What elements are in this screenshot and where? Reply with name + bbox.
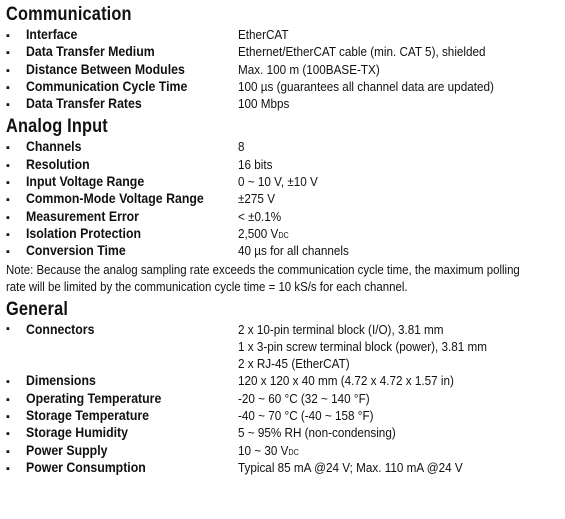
spec-label: Common-Mode Voltage Range xyxy=(26,190,204,207)
bullet-icon xyxy=(6,177,16,189)
spec-label: Storage Humidity xyxy=(26,424,128,441)
spec-value: 40 µs for all channels xyxy=(238,243,349,259)
value-line: 2 x 10-pin terminal block (I/O), 3.81 mm xyxy=(238,321,444,337)
bullet-icon xyxy=(6,30,16,42)
bullet-icon xyxy=(6,160,16,172)
spec-value: 120 x 120 x 40 mm (4.72 x 4.72 x 1.57 in) xyxy=(238,373,454,389)
spec-row xyxy=(6,138,559,155)
analog-input-section xyxy=(6,116,559,294)
communication-heading: Communication xyxy=(6,4,132,25)
spec-row xyxy=(6,78,559,95)
note-line: rate will be limited by the communication cycle time = 10 kS/s for each channel. xyxy=(6,278,408,294)
bullet-icon xyxy=(6,411,16,423)
spec-value xyxy=(238,321,487,373)
spec-row xyxy=(6,407,559,424)
spec-label: Communication Cycle Time xyxy=(26,77,188,94)
spec-row xyxy=(6,424,559,441)
spec-value: Ethernet/EtherCAT cable (min. CAT 5), shielded xyxy=(238,44,486,60)
spec-value: 5 ~ 95% RH (non-condensing) xyxy=(238,425,396,441)
general-spec-list xyxy=(6,321,559,477)
spec-value: 100 µs (guarantees all channel data are updated) xyxy=(238,78,494,94)
spec-value: 16 bits xyxy=(238,156,273,172)
spec-row xyxy=(6,390,559,407)
spec-label: Connectors xyxy=(26,320,95,337)
spec-label: Operating Temperature xyxy=(26,389,162,406)
spec-row xyxy=(6,372,559,389)
bullet-icon xyxy=(6,212,16,224)
bullet-icon xyxy=(6,446,16,458)
spec-label: Dimensions xyxy=(26,372,96,389)
value-text: 10 ~ 30 V xyxy=(238,442,289,458)
bullet-icon xyxy=(6,428,16,440)
spec-label: Power Supply xyxy=(26,441,108,458)
note-line: Note: Because the analog sampling rate exceeds the communication cycle time, the maximum polling xyxy=(6,261,520,277)
bullet-icon xyxy=(6,463,16,475)
bullet-icon xyxy=(6,82,16,94)
bullet-icon xyxy=(6,229,16,241)
spec-row xyxy=(6,190,559,207)
spec-label: Data Transfer Medium xyxy=(26,43,155,60)
value-line: 2 x RJ-45 (EtherCAT) xyxy=(238,356,350,372)
spec-row xyxy=(6,321,559,373)
spec-value: 0 ~ 10 V, ±10 V xyxy=(238,174,318,190)
spec-row xyxy=(6,442,559,459)
bullet-icon xyxy=(6,376,16,388)
spec-label: Measurement Error xyxy=(26,207,139,224)
bullet-icon xyxy=(6,321,16,338)
bullet-icon xyxy=(6,142,16,154)
communication-spec-list xyxy=(6,26,559,112)
value-subscript: DC xyxy=(288,447,299,457)
spec-value: < ±0.1% xyxy=(238,208,282,224)
bullet-icon xyxy=(6,65,16,77)
analog-input-heading: Analog Input xyxy=(6,116,108,138)
spec-row xyxy=(6,173,559,190)
analog-input-spec-list xyxy=(6,138,559,259)
spec-value: Typical 85 mA @24 V; Max. 110 mA @24 V xyxy=(238,459,463,475)
general-section xyxy=(6,299,559,477)
spec-row xyxy=(6,95,559,112)
value-subscript: DC xyxy=(278,230,289,240)
communication-section xyxy=(6,4,559,112)
spec-row xyxy=(6,242,559,259)
spec-value: -20 ~ 60 °C (32 ~ 140 °F) xyxy=(238,390,370,406)
spec-label: Channels xyxy=(26,138,82,155)
analog-input-note xyxy=(6,261,560,295)
spec-label: Data Transfer Rates xyxy=(26,95,142,112)
spec-row xyxy=(6,459,559,476)
bullet-icon xyxy=(6,47,16,59)
spec-label: Power Consumption xyxy=(26,458,146,475)
spec-label: Input Voltage Range xyxy=(26,173,145,190)
bullet-icon xyxy=(6,194,16,206)
spec-row xyxy=(6,208,559,225)
bullet-icon xyxy=(6,99,16,111)
spec-row xyxy=(6,61,559,78)
spec-label: Conversion Time xyxy=(26,242,126,259)
spec-label: Storage Temperature xyxy=(26,407,150,424)
spec-row xyxy=(6,156,559,173)
spec-label: Interface xyxy=(26,26,78,42)
spec-label: Distance Between Modules xyxy=(26,60,185,77)
spec-value: 8 xyxy=(238,139,245,155)
spec-value xyxy=(238,443,299,458)
spec-row xyxy=(6,225,559,242)
spec-value: 100 Mbps xyxy=(238,96,290,112)
value-line: 1 x 3-pin screw terminal block (power), 3.81 mm xyxy=(238,338,488,354)
spec-label: Resolution xyxy=(26,155,90,172)
spec-value: EtherCAT xyxy=(238,27,289,42)
spec-value: Max. 100 m (100BASE-TX) xyxy=(238,61,380,77)
spec-row xyxy=(6,43,559,60)
spec-label: Isolation Protection xyxy=(26,224,142,241)
general-heading: General xyxy=(6,298,69,320)
bullet-icon xyxy=(6,394,16,406)
spec-value: -40 ~ 70 °C (-40 ~ 158 °F) xyxy=(238,408,374,424)
bullet-icon xyxy=(6,246,16,258)
value-text: 2,500 V xyxy=(238,225,279,241)
spec-row xyxy=(6,26,559,43)
spec-value xyxy=(238,226,289,241)
spec-value: ±275 V xyxy=(238,191,275,207)
